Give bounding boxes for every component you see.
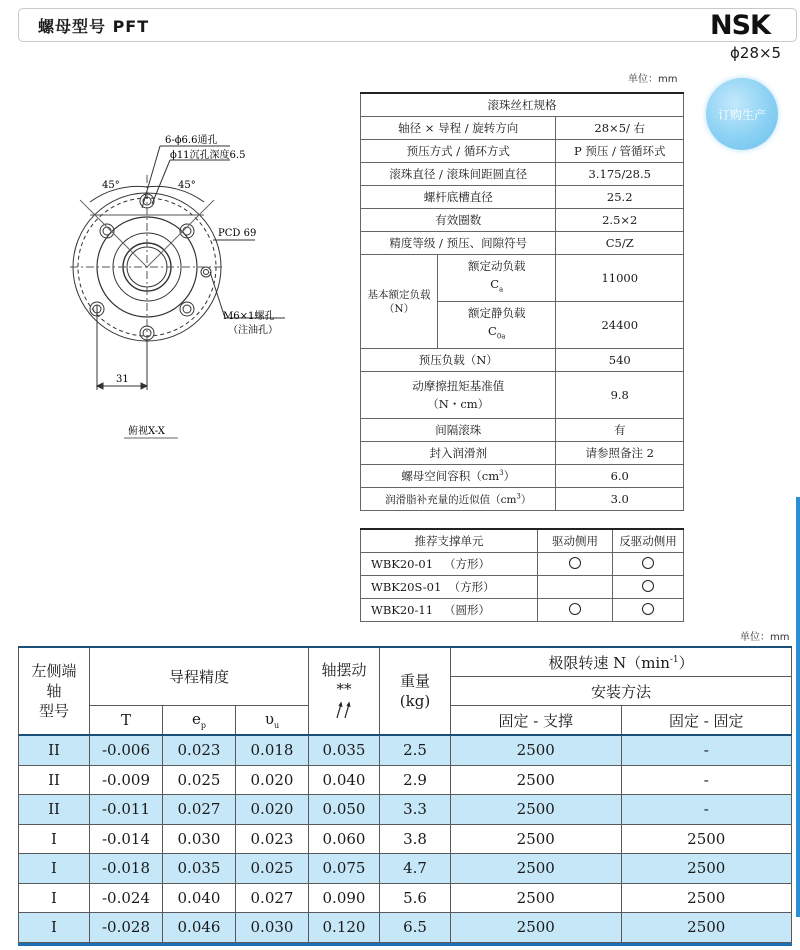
- support-model-shape: （方形）: [448, 580, 495, 594]
- cell-fixed-fixed: 2500: [621, 854, 792, 884]
- static-sub: 0a: [496, 332, 506, 341]
- nut-space-value: 6.0: [556, 465, 684, 488]
- grease-text: 润滑脂补充量的近似值（cm: [385, 493, 517, 506]
- nut-space-tail: ）: [503, 469, 516, 483]
- drive-side-mark: [538, 553, 613, 576]
- nut-drawing: [60, 120, 360, 450]
- cell-weight: 5.6: [380, 883, 451, 913]
- cell-type: II: [19, 795, 90, 825]
- vu-text: υ: [264, 710, 274, 728]
- dynamic-load-label: [438, 255, 556, 302]
- cell-vu: 0.025: [236, 854, 309, 884]
- support-model-code: WBK20-11: [371, 603, 434, 617]
- dynamic-load-value: 11000: [556, 255, 684, 302]
- spec-label: 预压方式 / 循环方式: [361, 140, 556, 163]
- support-row: [361, 599, 684, 622]
- grease-value: 3.0: [556, 488, 684, 511]
- support-model-code: WBK20S-01: [371, 580, 442, 594]
- col-weight: [380, 647, 451, 735]
- cell-fixed-support: 2500: [451, 883, 622, 913]
- main-unit-label: 单位：mm: [740, 632, 790, 643]
- oil-hole-label-2: （注油孔）: [228, 325, 278, 336]
- grease-tail: ）: [520, 493, 532, 506]
- cell-weight: 2.9: [380, 765, 451, 795]
- cell-weight: 3.3: [380, 795, 451, 825]
- cell-type: I: [19, 824, 90, 854]
- speed-tail: ）: [678, 653, 694, 672]
- torque-label-2: （N・cm）: [427, 397, 490, 411]
- oil-hole-label-1: M6×1螺孔: [223, 311, 275, 322]
- grease-label: [361, 488, 556, 511]
- hole-note-1: 6-ϕ6.6通孔: [165, 135, 218, 146]
- support-row: [361, 576, 684, 599]
- spacer-ball-label: 间隔滚珠: [361, 419, 556, 442]
- col-T: T: [90, 706, 163, 736]
- runout-line-2: **: [336, 679, 352, 698]
- ep-text: e: [191, 710, 201, 728]
- spec-label: 螺杆底槽直径: [361, 186, 556, 209]
- torque-value: 9.8: [556, 372, 684, 419]
- support-model: [361, 553, 538, 576]
- col-vu: [236, 706, 309, 736]
- angle-label-left: 45°: [102, 180, 120, 191]
- support-model: [361, 599, 538, 622]
- table-row: [19, 854, 792, 884]
- col-type-line-1: 左侧端: [31, 662, 77, 680]
- cell-type: I: [19, 913, 90, 943]
- cell-T: -0.024: [90, 883, 163, 913]
- preload-value: 540: [556, 349, 684, 372]
- col-mounting-method: 安装方法: [451, 677, 792, 706]
- page-title: 螺母型号 PFT: [38, 17, 150, 36]
- preload-label: 预压负载（N）: [361, 349, 556, 372]
- drive-side-mark: [538, 576, 613, 599]
- cell-runout: 0.120: [309, 913, 380, 943]
- table-row: [19, 883, 792, 913]
- cell-runout: 0.050: [309, 795, 380, 825]
- cell-runout: 0.090: [309, 883, 380, 913]
- table-row: [19, 824, 792, 854]
- cell-type: II: [19, 765, 90, 795]
- grease-sup: 3: [516, 492, 521, 500]
- non-drive-side-mark: [613, 599, 684, 622]
- lubricant-label: 封入润滑剂: [361, 442, 556, 465]
- cell-T: -0.011: [90, 795, 163, 825]
- badge-label: 订购生产: [717, 107, 766, 122]
- spec-value: 2.5×2: [556, 209, 684, 232]
- col-shaft-runout: [309, 647, 380, 735]
- side-accent-bar: [796, 497, 800, 917]
- col-lead-accuracy: 导程精度: [90, 647, 309, 706]
- spec-value: C5/Z: [556, 232, 684, 255]
- cell-T: -0.018: [90, 854, 163, 884]
- spec-label: 精度等级 / 预压、间隙符号: [361, 232, 556, 255]
- cell-fixed-support: 2500: [451, 795, 622, 825]
- spec-value: 28×5/ 右: [556, 117, 684, 140]
- dimension-31: 31: [116, 374, 129, 385]
- oil-hole: [201, 267, 211, 277]
- cell-vu: 0.018: [236, 735, 309, 765]
- cell-ep: 0.030: [163, 824, 236, 854]
- cell-fixed-support: 2500: [451, 913, 622, 943]
- cell-ep: 0.040: [163, 883, 236, 913]
- hole-note-2: ϕ11沉孔深度6.5: [170, 150, 246, 161]
- nut-space-label: [361, 465, 556, 488]
- load-group-label-1: 基本额定负载: [367, 288, 431, 301]
- nsk-logo: NSK: [710, 10, 770, 41]
- col-fixed-fixed: 固定 - 固定: [621, 706, 792, 736]
- support-model-shape: （圆形）: [443, 603, 490, 617]
- non-drive-side-mark: [613, 553, 684, 576]
- drive-side-mark: [538, 599, 613, 622]
- dynamic-symbol: C: [490, 277, 500, 292]
- pcd-label: PCD 69: [218, 228, 257, 239]
- circle-icon: [569, 603, 581, 615]
- circle-icon: [642, 603, 654, 615]
- view-label: 俯视X-X: [128, 426, 165, 437]
- table-bottom-bar: [18, 943, 792, 946]
- static-label-text: 额定静负载: [467, 306, 526, 321]
- table-row: [19, 795, 792, 825]
- runout-symbol-icon: [333, 698, 355, 720]
- cell-runout: 0.040: [309, 765, 380, 795]
- cell-vu: 0.020: [236, 795, 309, 825]
- support-model: [361, 576, 538, 599]
- support-unit-table: [360, 528, 684, 622]
- non-drive-side-mark: [613, 576, 684, 599]
- speed-sup: -1: [669, 654, 679, 665]
- cell-fixed-support: 2500: [451, 854, 622, 884]
- cell-fixed-fixed: -: [621, 735, 792, 765]
- cell-runout: 0.075: [309, 854, 380, 884]
- static-symbol: C: [488, 324, 497, 339]
- cell-T: -0.028: [90, 913, 163, 943]
- ep-sub: p: [200, 721, 206, 730]
- spec-label: 轴径 × 导程 / 旋转方向: [361, 117, 556, 140]
- cell-fixed-support: 2500: [451, 824, 622, 854]
- spec-label: 滚珠直径 / 滚珠间距圆直径: [361, 163, 556, 186]
- lubricant-value: 请参照备注 2: [556, 442, 684, 465]
- col-left-end-type: [19, 647, 90, 735]
- unit-label: 单位：mm: [628, 74, 678, 85]
- vu-sub: u: [273, 721, 280, 730]
- table-row: [19, 765, 792, 795]
- weight-line-1: 重量: [399, 672, 430, 690]
- cell-weight: 4.7: [380, 854, 451, 884]
- col-type-line-2: 轴: [46, 682, 62, 700]
- cell-ep: 0.046: [163, 913, 236, 943]
- col-type-line-3: 型号: [38, 702, 69, 720]
- table-row: [19, 735, 792, 765]
- order-production-badge[interactable]: [706, 78, 778, 150]
- spec-label: 有效圈数: [361, 209, 556, 232]
- speed-text: 极限转速 N（min: [548, 653, 670, 672]
- cell-type: I: [19, 854, 90, 884]
- spec-value: 25.2: [556, 186, 684, 209]
- circle-icon: [569, 557, 581, 569]
- support-model-shape: （方形）: [443, 557, 490, 571]
- cell-ep: 0.025: [163, 765, 236, 795]
- cell-ep: 0.023: [163, 735, 236, 765]
- cell-type: II: [19, 735, 90, 765]
- cell-ep: 0.027: [163, 795, 236, 825]
- spacer-ball-value: 有: [556, 419, 684, 442]
- col-speed-limit: [451, 647, 792, 677]
- cell-fixed-fixed: -: [621, 795, 792, 825]
- runout-line-1: 轴摆动: [321, 660, 367, 679]
- cell-ep: 0.035: [163, 854, 236, 884]
- load-group-label-2: （N）: [383, 302, 415, 315]
- load-group-label: [361, 255, 438, 349]
- cell-runout: 0.035: [309, 735, 380, 765]
- angle-label-right: 45°: [178, 180, 196, 191]
- size-code: ϕ28×5: [730, 44, 782, 62]
- nut-space-text: 螺母空间容积（cm: [401, 469, 500, 483]
- circle-icon: [642, 557, 654, 569]
- static-load-label: [438, 302, 556, 349]
- spec-value: 3.175/28.5: [556, 163, 684, 186]
- support-header-unit: 推荐支撑单元: [361, 529, 538, 553]
- torque-label: [361, 372, 556, 419]
- cell-fixed-fixed: 2500: [621, 824, 792, 854]
- cell-vu: 0.023: [236, 824, 309, 854]
- table-row: [19, 913, 792, 943]
- spec-value: P 预压 / 管循环式: [556, 140, 684, 163]
- dynamic-label-text: 额定动负载: [467, 259, 526, 274]
- cell-runout: 0.060: [309, 824, 380, 854]
- support-header-non-drive: 反驱动侧用: [613, 529, 684, 553]
- support-header-drive: 驱动侧用: [538, 529, 613, 553]
- support-row: [361, 553, 684, 576]
- cell-weight: 6.5: [380, 913, 451, 943]
- cell-T: -0.014: [90, 824, 163, 854]
- main-spec-table: [18, 646, 792, 943]
- cell-weight: 2.5: [380, 735, 451, 765]
- dynamic-sub: a: [499, 285, 504, 294]
- static-load-value: 24400: [556, 302, 684, 349]
- nut-space-sup: 3: [499, 469, 504, 478]
- cell-fixed-fixed: -: [621, 765, 792, 795]
- cell-T: -0.006: [90, 735, 163, 765]
- cell-weight: 3.8: [380, 824, 451, 854]
- circle-icon: [642, 580, 654, 592]
- spec-table: [360, 92, 684, 511]
- col-ep: [163, 706, 236, 736]
- cell-fixed-fixed: 2500: [621, 913, 792, 943]
- col-fixed-support: 固定 - 支撑: [451, 706, 622, 736]
- torque-label-1: 动摩擦扭矩基准值: [412, 379, 505, 393]
- cell-vu: 0.030: [236, 913, 309, 943]
- spec-title: 滚珠丝杠规格: [361, 93, 684, 117]
- support-model-code: WBK20-01: [371, 557, 434, 571]
- cell-fixed-support: 2500: [451, 765, 622, 795]
- cell-fixed-fixed: 2500: [621, 883, 792, 913]
- cell-vu: 0.020: [236, 765, 309, 795]
- cell-T: -0.009: [90, 765, 163, 795]
- cell-fixed-support: 2500: [451, 735, 622, 765]
- weight-line-2: (kg): [399, 692, 431, 710]
- cell-type: I: [19, 883, 90, 913]
- cell-vu: 0.027: [236, 883, 309, 913]
